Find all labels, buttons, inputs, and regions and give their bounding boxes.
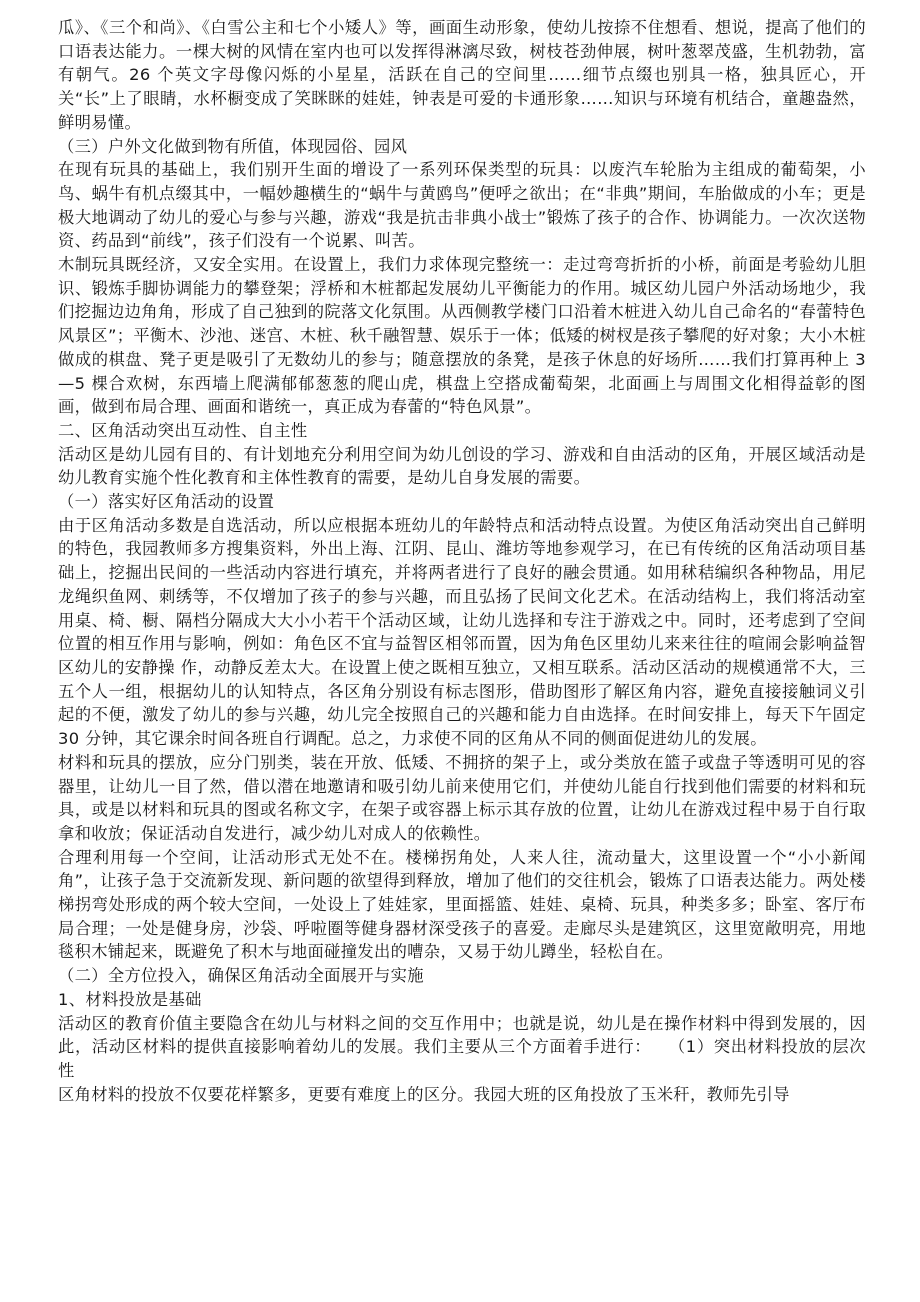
paragraph-material-levels: 区角材料的投放不仅要花样繁多，更要有难度上的区分。我园大班的区角投放了玉米秆，教师先引导	[58, 1084, 790, 1104]
heading-outdoor-culture: （三）户外文化做到物有所值，体现园俗、园风	[58, 136, 408, 156]
document-page	[58, 16, 866, 1106]
heading-corner-setup: （一）落实好区角活动的设置	[58, 492, 275, 512]
paragraph-corner-setup-details: 由于区角活动多数是自选活动，所以应根据本班幼儿的年龄特点和活动特点设置。为使区角活动突出自己鲜明的特色，我园教师多方搜集资料，外出上海、江阴、昆山、潍坊等地参观学习，在已有传统的区角活动项目基础上，挖掘出民间的一些活动内容进行填充，并将两者进行了良好的融会贯通。如用秫秸编织各种物品，用尼龙绳织鱼网、刺绣等，不仅增加了孩子的参与兴趣，而且弘扬了民间文化艺术。在活动结构上，我们将活动室用桌、椅、橱、隔档分隔成大大小小若干个活动区域，让幼儿选择和专注于游戏之中。同时，还考虑到了空间位置的相互作用与影响，例如：角色区不宜与益智区相邻而置，因为角色区里幼儿来来往往的喧闹会影响益智区幼儿的安静操 作，动静反差太大。在设置上使之既相互独立，又相互联系。活动区活动的规模通常不大，三五个人一组，根据幼儿的认知特点，各区角分别设有标志图形，借助图形了解区角内容，避免直接接触词义引起的不便，激发了幼儿的参与兴趣，幼儿完全按照自己的兴趣和能力自由选择。在时间安排上，每天下午固定 30 分钟，其它课余时间各班自行调配。总之，力求使不同的区角从不同的侧面促进幼儿的发展。	[58, 515, 866, 749]
heading-material-basis: 1、材料投放是基础	[58, 989, 202, 1009]
paragraph-activity-area-definition: 活动区是幼儿园有目的、有计划地充分利用空间为幼儿创设的学习、游戏和自由活动的区角，开展区域活动是幼儿教育实施个性化教育和主体性教育的需要，是幼儿自身发展的需要。	[58, 444, 866, 488]
paragraph-eco-toys: 在现有玩具的基础上，我们别开生面的增设了一系列环保类型的玩具：以废汽车轮胎为主组成的葡萄架，小鸟、蜗牛有机点缀其中，一幅妙趣横生的“蜗牛与黄鸥鸟”便呼之欲出；在“非典”期间，车胎做成的小车；更是极大地调动了幼儿的爱心与参与兴趣，游戏“我是抗击非典小战士”锻炼了孩子的合作、协调能力。一次次送物资、药品到“前线”，孩子们没有一个说累、叫苦。	[58, 160, 866, 251]
heading-corner-activities: 二、区角活动突出互动性、自主性	[58, 420, 308, 440]
heading-full-investment: （二）全方位投入，确保区角活动全面展开与实施	[58, 966, 424, 986]
paragraph-space-utilization: 合理利用每一个空间，让活动形式无处不在。楼梯拐角处，人来人往，流动量大，这里设置一个“小小新闻角”，让孩子急于交流新发现、新问题的欲望得到释放，增加了他们的交往机会，锻炼了口语表达能力。两处楼梯拐弯处形成的两个较大空间，一处设上了娃娃家，里面摇篮、娃娃、桌椅、玩具，种类多多；卧室、客厅布局合理；一处是健身房，沙袋、呼啦圈等健身器材深受孩子的喜爱。走廊尽头是建筑区，这里宽敞明亮，用地毯积木铺起来，既避免了积木与地面碰撞发出的嘈杂，又易于幼儿蹲坐，轻松自在。	[58, 847, 866, 962]
paragraph-wooden-toys: 木制玩具既经济，又安全实用。在设置上，我们力求体现完整统一：走过弯弯折折的小桥，前面是考验幼儿胆识、锻炼手脚协调能力的攀登架；浮桥和木桩都起发展幼儿平衡能力的作用。城区幼儿园户外活动场地少，我们挖掘边边角角，形成了自己独到的院落文化氛围。从西侧教学楼门口沿着木桩进入幼儿自己命名的“春蕾特色风景区”；平衡木、沙池、迷宫、木桩、秋千融智慧、娱乐于一体；低矮的树杈是孩子攀爬的好对象；大小木桩做成的棋盘、凳子更是吸引了无数幼儿的参与；随意摆放的条凳，是孩子休息的好场所……我们打算再种上 3—5 棵合欢树，东西墙上爬满郁郁葱葱的爬山虎，棋盘上空搭成葡萄架，北面画上与周围文化相得益彰的图画，做到布局合理、画面和谐统一，真正成为春蕾的“特色风景”。	[58, 255, 866, 417]
paragraph-picture-books-and-classroom-decor: 瓜》、《三个和尚》、《白雪公主和七个小矮人》等，画面生动形象，使幼儿按捺不住想看、想说，提高了他们的口语表达能力。一棵大树的风情在室内也可以发挥得淋漓尽致，树枝苍劲伸展，树叶葱翠茂盛，生机勃勃，富有朝气。26 个英文字母像闪烁的小星星，活跃在自己的空间里……细节点缀也别具一格，独具匠心，开关“长”上了眼睛，水杯橱变成了笑眯眯的娃娃，钟表是可爱的卡通形象……知识与环境有机结合，童趣盎然，鲜明易懂。	[58, 18, 866, 132]
paragraph-material-value: 活动区的教育价值主要隐含在幼儿与材料之间的交互作用中；也就是说，幼儿是在操作材料中得到发展的，因此，活动区材料的提供直接影响着幼儿的发展。我们主要从三个方面着手进行： （1）突出材料投放的层次性	[58, 1013, 866, 1080]
paragraph-material-placement: 材料和玩具的摆放，应分门别类，装在开放、低矮、不拥挤的架子上，或分类放在篮子或盘子等透明可见的容器里，让幼儿一目了然，借以潜在地邀请和吸引幼儿前来使用它们，并使幼儿能自行找到他们需要的材料和玩具，或是以材料和玩具的图或名称文字，在架子或容器上标示其存放的位置，让幼儿在游戏过程中易于自行取拿和收放；保证活动自发进行，减少幼儿对成人的依赖性。	[58, 752, 866, 843]
